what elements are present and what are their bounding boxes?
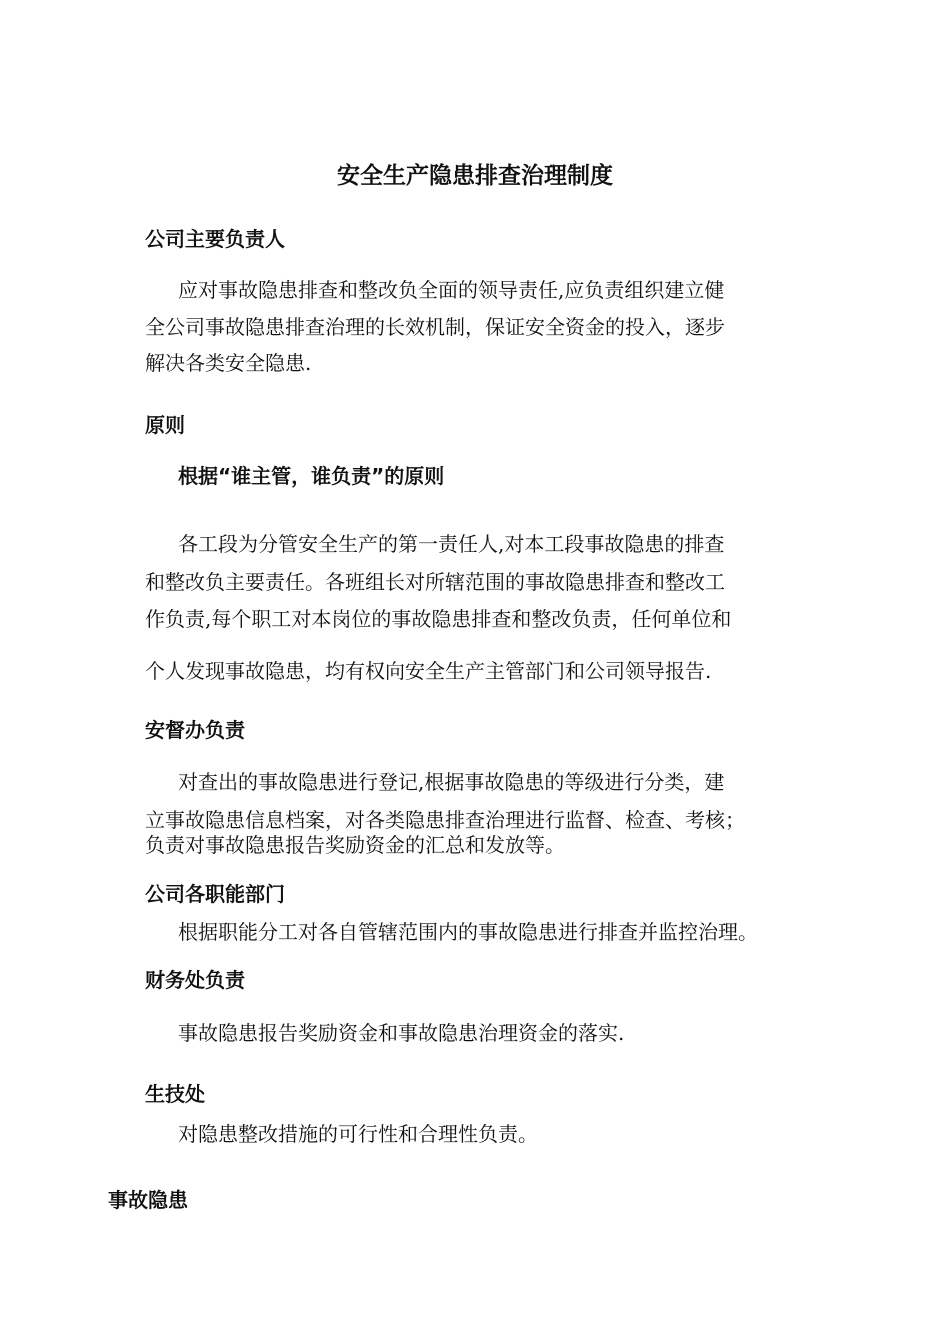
subheading-principle: 根据“谁主管，谁负责”的原则	[178, 464, 445, 488]
paragraph-line: 全公司事故隐患排查治理的长效机制，保证安全资金的投入，逐步	[145, 315, 725, 339]
paragraph-line: 事故隐患报告奖励资金和事故隐患治理资金的落实.	[178, 1021, 625, 1045]
paragraph-line: 作负责,每个职工对本岗位的事故隐患排查和整改负责，任何单位和	[145, 607, 732, 631]
paragraph-line: 对隐患整改措施的可行性和合理性负责。	[178, 1122, 538, 1146]
paragraph-line: 应对事故隐患排查和整改负全面的领导责任,应负责组织建立健	[178, 278, 725, 302]
paragraph-line: 根据职能分工对各自管辖范围内的事故隐患进行排查并监控治理。	[178, 920, 758, 944]
paragraph-line: 个人发现事故隐患，均有权向安全生产主管部门和公司领导报告.	[145, 659, 712, 683]
paragraph-line: 对查出的事故隐患进行登记,根据事故隐患的等级进行分类，建	[178, 770, 725, 794]
paragraph-line: 和整改负主要责任。各班组长对所辖范围的事故隐患排查和整改工	[145, 570, 725, 594]
paragraph-line: 解决各类安全隐患.	[145, 351, 312, 375]
paragraph-line: 立事故隐患信息档案，对各类隐患排查治理进行监督、检查、考核；	[145, 808, 745, 832]
heading-principle: 原则	[145, 413, 185, 437]
heading-hazards: 事故隐患	[108, 1188, 188, 1212]
heading-company-head: 公司主要负责人	[145, 227, 285, 251]
heading-departments: 公司各职能部门	[145, 882, 285, 906]
heading-safety-office: 安督办负责	[145, 718, 245, 742]
paragraph-line: 各工段为分管安全生产的第一责任人,对本工段事故隐患的排查	[178, 532, 725, 556]
heading-finance: 财务处负责	[145, 968, 245, 992]
page-title: 安全生产隐患排查治理制度	[337, 163, 613, 189]
heading-tech-dept: 生技处	[145, 1082, 205, 1106]
paragraph-line: 负责对事故隐患报告奖励资金的汇总和发放等。	[145, 833, 565, 857]
